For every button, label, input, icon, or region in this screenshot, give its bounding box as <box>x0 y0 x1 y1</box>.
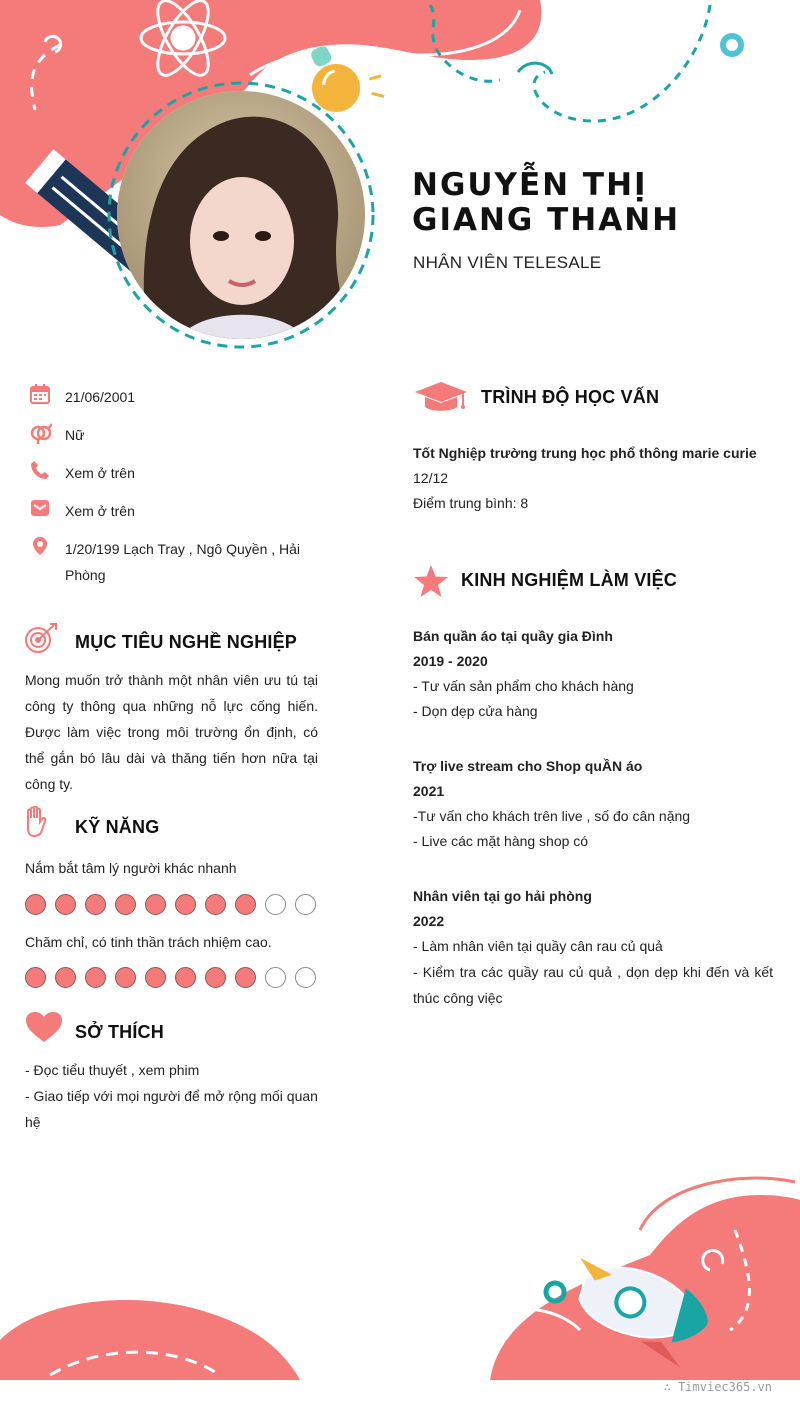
email-icon <box>30 498 50 518</box>
info-gender <box>30 422 85 444</box>
bottom-left-blob <box>0 1300 300 1380</box>
rating-dot-filled <box>235 894 256 915</box>
rating-dot-filled <box>235 967 256 988</box>
info-birthday <box>30 384 136 405</box>
skills-title: KỸ NĂNG <box>75 817 160 837</box>
info-phone <box>30 460 135 481</box>
job-company: Bán quần áo tại quầy gia Đình <box>413 628 613 644</box>
phone-text: Xem ở trên <box>65 465 135 481</box>
job-period: 2022 <box>413 913 445 929</box>
job-duty: - Live các mặt hàng shop có <box>413 833 589 849</box>
birthday-text: 21/06/2001 <box>65 389 136 405</box>
hand-icon <box>25 806 47 838</box>
rating-dot-filled <box>85 894 106 915</box>
objective-title: MỤC TIÊU NGHỀ NGHIỆP <box>75 632 298 652</box>
calendar-icon <box>30 384 50 404</box>
candidate-name: NGUYỄN THỊ GIANG THANH <box>412 167 681 238</box>
rating-dot-filled <box>115 967 136 988</box>
skill-rating-1 <box>25 894 316 915</box>
job-duty: - Tư vấn sản phẩm cho khách hàng <box>413 678 634 694</box>
objective-text: Mong muốn trở thành một nhân viên ưu tú tại công ty thông qua những nỗ lực cống hiến. Được làm việc trong môi trường ổn định, có thể gắn bó lâu dài và thăng tiến hơn nữa tại công ty. <box>25 672 318 792</box>
education-content <box>413 441 773 516</box>
gender-icon <box>30 422 52 444</box>
education-gpa: Điểm trung bình: 8 <box>413 495 529 511</box>
experience-title: KINH NGHIỆM LÀM VIỆC <box>461 570 678 590</box>
hobby-line-1: - Đọc tiểu thuyết , xem phim <box>25 1062 200 1078</box>
hobby-line-2: - Giao tiếp với mọi người để mở rộng mối quan hệ <box>25 1088 318 1130</box>
education-school: Tốt Nghiệp trường trung học phổ thông marie curie <box>413 445 757 461</box>
rating-dot-filled <box>175 894 196 915</box>
rating-dot-empty <box>265 967 286 988</box>
small-ring-icon <box>723 36 741 54</box>
job-duty: - Dọn dẹp cửa hàng <box>413 703 538 719</box>
skill-label-1: Nắm bắt tâm lý người khác nhanh <box>25 860 237 876</box>
job-duty: -Tư vấn cho khách trên live , số đo cân nặng <box>413 808 691 824</box>
star-icon <box>413 564 449 598</box>
rating-dot-filled <box>55 894 76 915</box>
info-address <box>30 536 301 583</box>
skill-rating-2 <box>25 967 316 988</box>
small-ring-icon-bottom <box>546 1283 564 1301</box>
job-period: 2019 - 2020 <box>413 653 488 669</box>
rating-dot-filled <box>25 967 46 988</box>
job-period: 2021 <box>413 783 445 799</box>
watermark: ∴ Timviec365.vn <box>663 1380 772 1394</box>
address-text: 1/20/199 Lạch Tray , Ngô Quyền , Hải Phòng <box>65 541 301 583</box>
info-email <box>30 498 135 519</box>
experience-job-2 <box>413 754 773 854</box>
job-company: Trợ live stream cho Shop quẦN áo <box>413 758 643 774</box>
rating-dot-filled <box>55 967 76 988</box>
map-pin-icon <box>30 536 50 556</box>
job-title: NHÂN VIÊN TELESALE <box>413 253 602 272</box>
job-duty: - Làm nhân viên tại quầy cân rau củ quả <box>413 938 663 954</box>
rating-dot-empty <box>265 894 286 915</box>
rating-dot-filled <box>205 894 226 915</box>
heart-icon <box>25 1011 63 1043</box>
rating-dot-filled <box>25 894 46 915</box>
rating-dot-filled <box>145 894 166 915</box>
rating-dot-filled <box>145 967 166 988</box>
email-text: Xem ở trên <box>65 503 135 519</box>
experience-job-1 <box>413 624 773 724</box>
gender-text: Nữ <box>65 427 85 443</box>
avatar <box>117 91 365 339</box>
education-grade: 12/12 <box>413 470 449 486</box>
rating-dot-filled <box>85 967 106 988</box>
rating-dot-empty <box>295 967 316 988</box>
target-icon <box>24 622 58 656</box>
job-company: Nhân viên tại go hải phòng <box>413 888 592 904</box>
hobbies-title: SỞ THÍCH <box>75 1022 164 1042</box>
rating-dot-filled <box>175 967 196 988</box>
phone-icon <box>30 460 50 480</box>
experience-job-3 <box>413 884 773 1011</box>
education-title: TRÌNH ĐỘ HỌC VẤN <box>481 387 660 407</box>
graduation-cap-icon <box>413 380 469 414</box>
rating-dot-empty <box>295 894 316 915</box>
rating-dot-filled <box>205 967 226 988</box>
skill-label-2: Chăm chỉ, có tinh thần trách nhiệm cao. <box>25 934 272 950</box>
rating-dot-filled <box>115 894 136 915</box>
job-duty: - Kiểm tra các quầy rau củ quả , dọn dẹp khi đến và kết thúc công việc <box>413 964 773 1006</box>
